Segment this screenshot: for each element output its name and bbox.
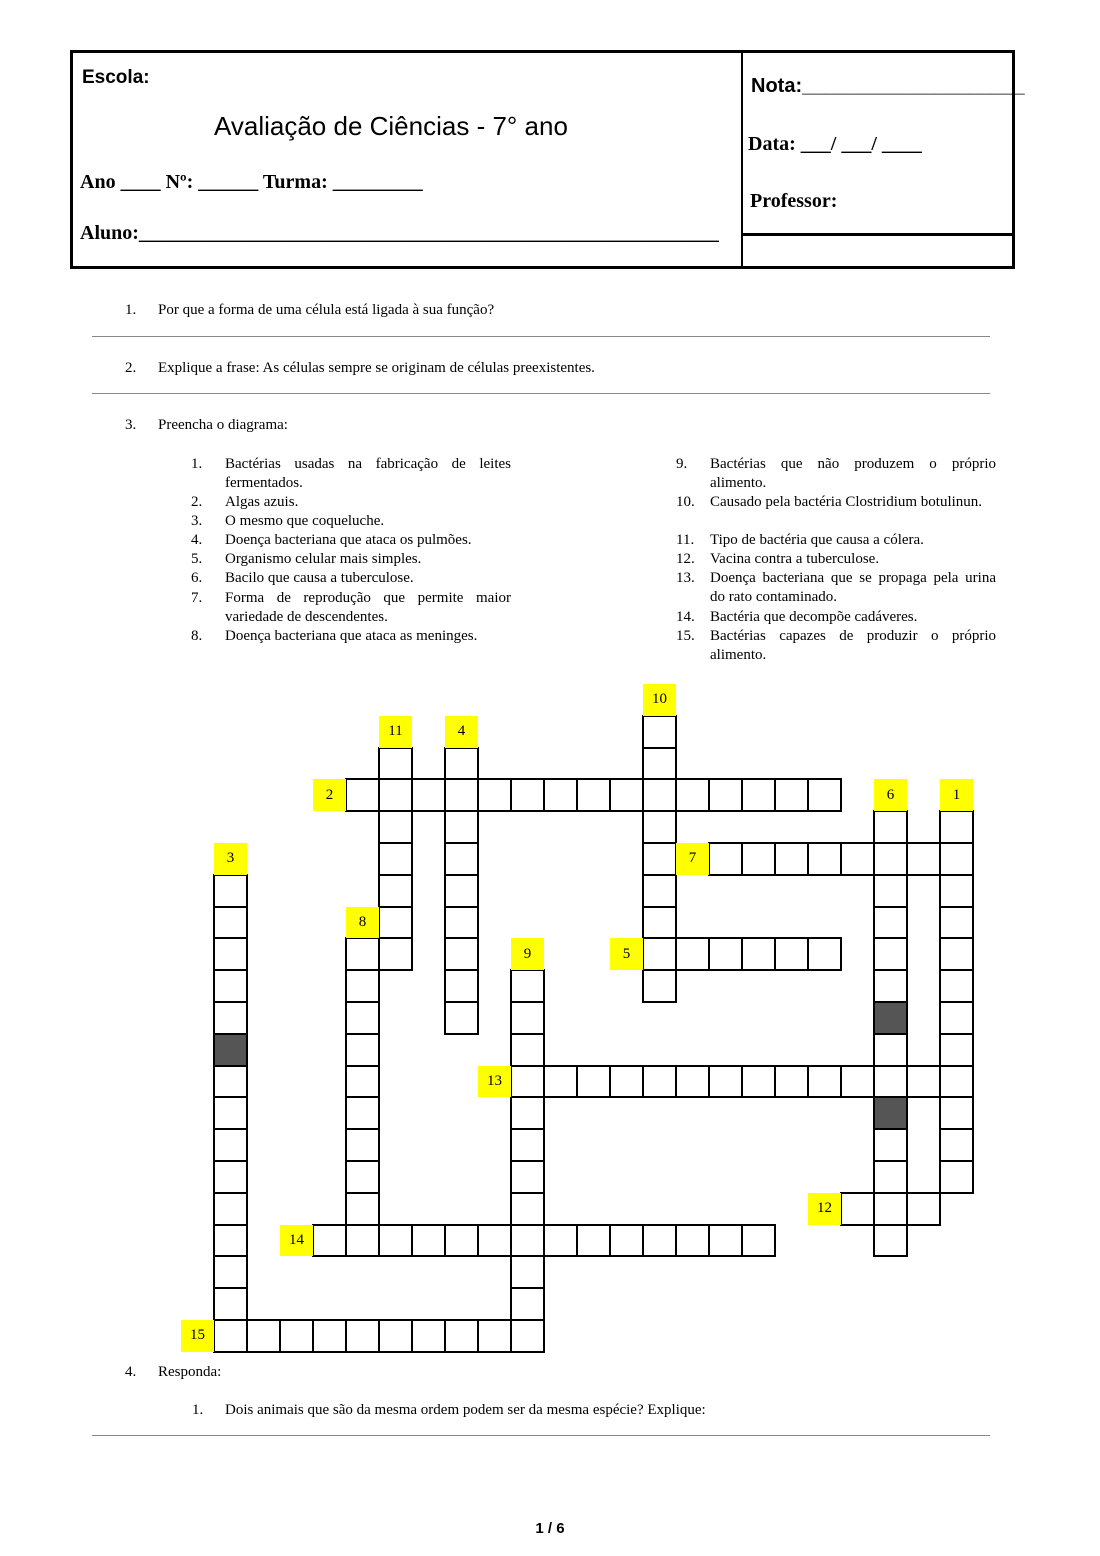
clue-text: Doença bacteriana que se propaga pela urina do rato contaminado. — [710, 570, 996, 605]
crossword-cell[interactable] — [873, 1224, 908, 1258]
crossword-cell[interactable] — [345, 1160, 380, 1194]
clue-label-3: 3 — [214, 843, 247, 875]
clue-label-4: 4 — [445, 716, 478, 748]
clue-3 — [191, 512, 511, 531]
crossword-cell[interactable] — [708, 778, 743, 812]
crossword-cell[interactable] — [246, 1319, 281, 1353]
crossword-cell[interactable] — [939, 810, 974, 844]
crossword-cell[interactable] — [411, 1319, 446, 1353]
question-text: Por que a forma de uma célula está ligada à sua função? — [158, 302, 495, 318]
crossword-cell[interactable] — [444, 1224, 479, 1258]
crossword-cell[interactable] — [510, 1224, 545, 1258]
clue-text: Doença bacteriana que ataca os pulmões. — [225, 532, 472, 548]
question-text: Responda: — [158, 1364, 222, 1380]
crossword-cell[interactable] — [345, 1001, 380, 1035]
crossword-cell[interactable] — [873, 937, 908, 971]
crossword-cell[interactable] — [642, 1065, 677, 1099]
clue-text: Tipo de bactéria que causa a cólera. — [710, 532, 924, 548]
crossword-cell[interactable] — [873, 810, 908, 844]
clue-text: Vacina contra a tuberculose. — [710, 551, 880, 567]
aluno-line[interactable]: Aluno:__________________________________________________________ — [80, 222, 719, 244]
clue-label-13: 13 — [478, 1066, 511, 1098]
crossword-cell[interactable] — [576, 1224, 611, 1258]
clue-number: 8. — [191, 628, 203, 644]
crossword-cell[interactable] — [213, 1319, 248, 1353]
crossword-cell[interactable] — [213, 1160, 248, 1194]
clue-number: 10. — [676, 494, 695, 510]
crossword-cell[interactable] — [642, 842, 677, 876]
clue-number: 9. — [676, 456, 688, 472]
crossword-cell[interactable] — [345, 1224, 380, 1258]
page-title: Avaliação de Ciências - 7° ano — [214, 111, 568, 141]
crossword-cell[interactable] — [642, 778, 677, 812]
crossword-cell[interactable] — [378, 747, 413, 781]
crossword-cell[interactable] — [741, 778, 776, 812]
crossword-cell[interactable] — [378, 906, 413, 940]
crossword-cell[interactable] — [708, 1065, 743, 1099]
question-text: Preencha o diagrama: — [158, 417, 288, 433]
answer-line[interactable] — [92, 1435, 990, 1436]
crossword-cell[interactable] — [741, 1224, 776, 1258]
crossword-cell[interactable] — [675, 937, 710, 971]
clue-number: 4. — [191, 532, 203, 548]
crossword-cell[interactable] — [444, 747, 479, 781]
crossword-cell[interactable] — [378, 810, 413, 844]
crossword-cell[interactable] — [939, 906, 974, 940]
answer-line[interactable] — [92, 393, 990, 394]
crossword-cell[interactable] — [378, 1224, 413, 1258]
crossword-cell[interactable] — [939, 1096, 974, 1130]
crossword-cell[interactable] — [939, 1001, 974, 1035]
crossword-cell[interactable] — [807, 842, 842, 876]
crossword-cell[interactable] — [609, 1224, 644, 1258]
crossword-cell[interactable] — [774, 778, 809, 812]
crossword-cell[interactable] — [642, 1224, 677, 1258]
crossword-cell[interactable] — [213, 874, 248, 908]
crossword-cell[interactable] — [708, 1224, 743, 1258]
crossword-cell[interactable] — [510, 969, 545, 1003]
clue-label-8: 8 — [346, 907, 379, 939]
crossword-cell[interactable] — [345, 1128, 380, 1162]
crossword-cell[interactable] — [345, 1192, 380, 1226]
crossword-cell[interactable] — [510, 1096, 545, 1130]
crossword-cell[interactable] — [444, 810, 479, 844]
crossword-cell[interactable] — [642, 874, 677, 908]
crossword-cell[interactable] — [807, 937, 842, 971]
crossword-cell[interactable] — [213, 1096, 248, 1130]
clue-text: Forma de reprodução que permite maior variedade de descendentes. — [225, 590, 511, 625]
question-text: Explique a frase: As células sempre se originam de células preexistentes. — [158, 360, 595, 376]
crossword-cell[interactable] — [510, 1255, 545, 1289]
crossword-cell[interactable] — [279, 1319, 314, 1353]
crossword-cell[interactable] — [642, 906, 677, 940]
professor-underline — [743, 233, 1013, 236]
clue-4 — [191, 531, 511, 550]
nota-line[interactable]: Nota:____________________ — [751, 75, 1025, 97]
crossword-cell[interactable] — [477, 1319, 512, 1353]
crossword-cell[interactable] — [906, 1065, 941, 1099]
crossword-cell[interactable] — [939, 842, 974, 876]
crossword-cell[interactable] — [642, 937, 677, 971]
header-box — [70, 50, 1025, 269]
crossword-cell[interactable] — [345, 937, 380, 971]
clue-13 — [676, 569, 996, 607]
clue-number: 11. — [676, 532, 695, 548]
crossword-cell[interactable] — [213, 1287, 248, 1321]
clue-5 — [191, 550, 511, 569]
crossword-cell[interactable] — [477, 778, 512, 812]
crossword-cell[interactable] — [378, 1319, 413, 1353]
crossword-cell[interactable] — [840, 1065, 875, 1099]
crossword-cell[interactable] — [510, 1160, 545, 1194]
crossword-cell[interactable] — [939, 874, 974, 908]
crossword-cell[interactable] — [312, 1224, 347, 1258]
clue-1 — [191, 455, 511, 493]
crossword-cell[interactable] — [873, 1192, 908, 1226]
crossword-cell[interactable] — [444, 874, 479, 908]
crossword-cell[interactable] — [477, 1224, 512, 1258]
page-number: 1 / 6 — [535, 1520, 565, 1537]
crossword-cell[interactable] — [378, 842, 413, 876]
blocked-cell — [213, 1033, 248, 1067]
clue-label-14: 14 — [280, 1225, 313, 1257]
clue-label-5: 5 — [610, 938, 643, 970]
crossword-cell[interactable] — [873, 1160, 908, 1194]
blocked-cell — [873, 1096, 908, 1130]
crossword-cell[interactable] — [213, 937, 248, 971]
clue-text: Bactérias capazes de produzir o próprio alimento. — [710, 628, 996, 663]
clue-12 — [676, 550, 996, 569]
crossword-cell[interactable] — [741, 937, 776, 971]
clue-7 — [191, 589, 511, 627]
crossword-cell[interactable] — [213, 1128, 248, 1162]
crossword-cell[interactable] — [939, 1160, 974, 1194]
crossword-cell[interactable] — [873, 1033, 908, 1067]
clue-15 — [676, 627, 996, 665]
crossword-cell[interactable] — [774, 1065, 809, 1099]
crossword-cell[interactable] — [675, 778, 710, 812]
crossword-cell[interactable] — [444, 906, 479, 940]
crossword-cell[interactable] — [873, 874, 908, 908]
crossword-cell[interactable] — [345, 1096, 380, 1130]
crossword-cell[interactable] — [213, 1065, 248, 1099]
clue-text: Doença bacteriana que ataca as meninges. — [225, 628, 478, 644]
crossword-cell[interactable] — [939, 1128, 974, 1162]
crossword-cell[interactable] — [510, 1287, 545, 1321]
crossword-cell[interactable] — [939, 969, 974, 1003]
crossword-cell[interactable] — [510, 1065, 545, 1099]
clue-text: Organismo celular mais simples. — [225, 551, 422, 567]
crossword-cell[interactable] — [774, 842, 809, 876]
crossword-cell[interactable] — [939, 1065, 974, 1099]
crossword-cell[interactable] — [873, 1065, 908, 1099]
crossword-cell[interactable] — [807, 1065, 842, 1099]
crossword-cell[interactable] — [213, 1192, 248, 1226]
clue-label-9: 9 — [511, 938, 544, 970]
crossword-cell[interactable] — [444, 778, 479, 812]
crossword-cell[interactable] — [345, 1065, 380, 1099]
crossword-cell[interactable] — [807, 778, 842, 812]
clue-label-7: 7 — [676, 843, 709, 875]
crossword-cell[interactable] — [345, 778, 380, 812]
clue-label-12: 12 — [808, 1193, 841, 1225]
question-number: 2. — [125, 360, 137, 376]
clue-14 — [676, 608, 996, 627]
crossword-cell[interactable] — [576, 1065, 611, 1099]
clue-number: 2. — [191, 494, 203, 510]
crossword-cell[interactable] — [873, 906, 908, 940]
clue-10 — [676, 493, 996, 512]
crossword-cell[interactable] — [444, 969, 479, 1003]
crossword-cell[interactable] — [543, 1224, 578, 1258]
crossword-cell[interactable] — [543, 1065, 578, 1099]
crossword-cell[interactable] — [675, 1224, 710, 1258]
escola-label: Escola: — [82, 67, 150, 88]
crossword-cell[interactable] — [411, 778, 446, 812]
crossword-cell[interactable] — [642, 969, 677, 1003]
crossword-cell[interactable] — [312, 1319, 347, 1353]
crossword-cell[interactable] — [411, 1224, 446, 1258]
clue-label-1: 1 — [940, 779, 973, 811]
crossword-cell[interactable] — [873, 1128, 908, 1162]
crossword-cell[interactable] — [345, 969, 380, 1003]
crossword-cell[interactable] — [510, 1001, 545, 1035]
clue-text: O mesmo que coqueluche. — [225, 513, 385, 529]
crossword-cell[interactable] — [642, 715, 677, 749]
clue-text: Bacilo que causa a tuberculose. — [225, 570, 414, 586]
crossword-cell[interactable] — [345, 1319, 380, 1353]
clue-label-10: 10 — [643, 684, 676, 716]
crossword-cell[interactable] — [510, 1319, 545, 1353]
clue-9 — [676, 455, 996, 493]
clue-6 — [191, 569, 511, 588]
question-number: 3. — [125, 417, 137, 433]
crossword-cell[interactable] — [378, 874, 413, 908]
crossword-cell[interactable] — [510, 1128, 545, 1162]
subquestion-number: 1. — [192, 1402, 204, 1418]
crossword-cell[interactable] — [708, 937, 743, 971]
crossword-cell[interactable] — [444, 937, 479, 971]
crossword-cell[interactable] — [741, 1065, 776, 1099]
crossword-cell[interactable] — [345, 1033, 380, 1067]
clue-number: 1. — [191, 456, 203, 472]
clue-number: 5. — [191, 551, 203, 567]
clue-number: 3. — [191, 513, 203, 529]
crossword-cell[interactable] — [939, 1033, 974, 1067]
crossword-cell[interactable] — [576, 778, 611, 812]
crossword-cell[interactable] — [675, 1065, 710, 1099]
clue-number: 14. — [676, 609, 695, 625]
crossword-cell[interactable] — [840, 842, 875, 876]
clue-text: Algas azuis. — [225, 494, 299, 510]
crossword-cell[interactable] — [510, 1033, 545, 1067]
blocked-cell — [873, 1001, 908, 1035]
crossword-cell[interactable] — [642, 747, 677, 781]
clue-8 — [191, 627, 511, 646]
crossword-cell[interactable] — [906, 842, 941, 876]
clue-label-2: 2 — [313, 779, 346, 811]
clue-text: Bactéria que decompõe cadáveres. — [710, 609, 918, 625]
crossword-cell[interactable] — [510, 1192, 545, 1226]
clue-text: Bactérias que não produzem o próprio alimento. — [710, 456, 996, 491]
crossword-cell[interactable] — [213, 1255, 248, 1289]
crossword-cell[interactable] — [213, 1224, 248, 1258]
crossword-cell[interactable] — [774, 937, 809, 971]
subquestion-text: Dois animais que são da mesma ordem podem ser da mesma espécie? Explique: — [225, 1402, 706, 1418]
clue-number: 15. — [676, 628, 695, 644]
crossword-cell[interactable] — [378, 778, 413, 812]
clue-text: Causado pela bactéria Clostridium botulinun. — [710, 494, 983, 510]
crossword-cell[interactable] — [873, 842, 908, 876]
data-line[interactable]: Data: ___/ ___/ ____ — [748, 133, 922, 155]
clue-text: Bactérias usadas na fabricação de leites fermentados. — [225, 456, 511, 491]
crossword-cell[interactable] — [444, 1001, 479, 1035]
clue-label-6: 6 — [874, 779, 907, 811]
clue-label-15: 15 — [181, 1320, 214, 1352]
clue-11 — [676, 531, 996, 550]
crossword-cell[interactable] — [609, 1065, 644, 1099]
clue-label-11: 11 — [379, 716, 412, 748]
clue-number: 12. — [676, 551, 695, 567]
crossword-cell[interactable] — [708, 842, 743, 876]
crossword-cell[interactable] — [642, 810, 677, 844]
crossword-cell[interactable] — [543, 778, 578, 812]
crossword-cell[interactable] — [873, 969, 908, 1003]
crossword-cell[interactable] — [741, 842, 776, 876]
clue-2 — [191, 493, 511, 512]
clue-number: 13. — [676, 570, 695, 586]
question-number: 1. — [125, 302, 137, 318]
crossword-cell[interactable] — [213, 969, 248, 1003]
crossword-cell[interactable] — [510, 778, 545, 812]
crossword-cell[interactable] — [213, 906, 248, 940]
crossword-cell[interactable] — [939, 937, 974, 971]
crossword-cell[interactable] — [378, 937, 413, 971]
question-number: 4. — [125, 1364, 137, 1380]
professor-label: Professor: — [750, 190, 838, 212]
ano-numero-turma-line[interactable]: Ano ____ Nº: ______ Turma: _________ — [80, 171, 423, 193]
crossword-cell[interactable] — [213, 1001, 248, 1035]
clue-number: 6. — [191, 570, 203, 586]
crossword-cell[interactable] — [906, 1192, 941, 1226]
answer-line[interactable] — [92, 336, 990, 337]
crossword-cell[interactable] — [609, 778, 644, 812]
clue-number: 7. — [191, 590, 203, 606]
crossword-cell[interactable] — [840, 1192, 875, 1226]
crossword-cell[interactable] — [444, 1319, 479, 1353]
crossword-cell[interactable] — [444, 842, 479, 876]
